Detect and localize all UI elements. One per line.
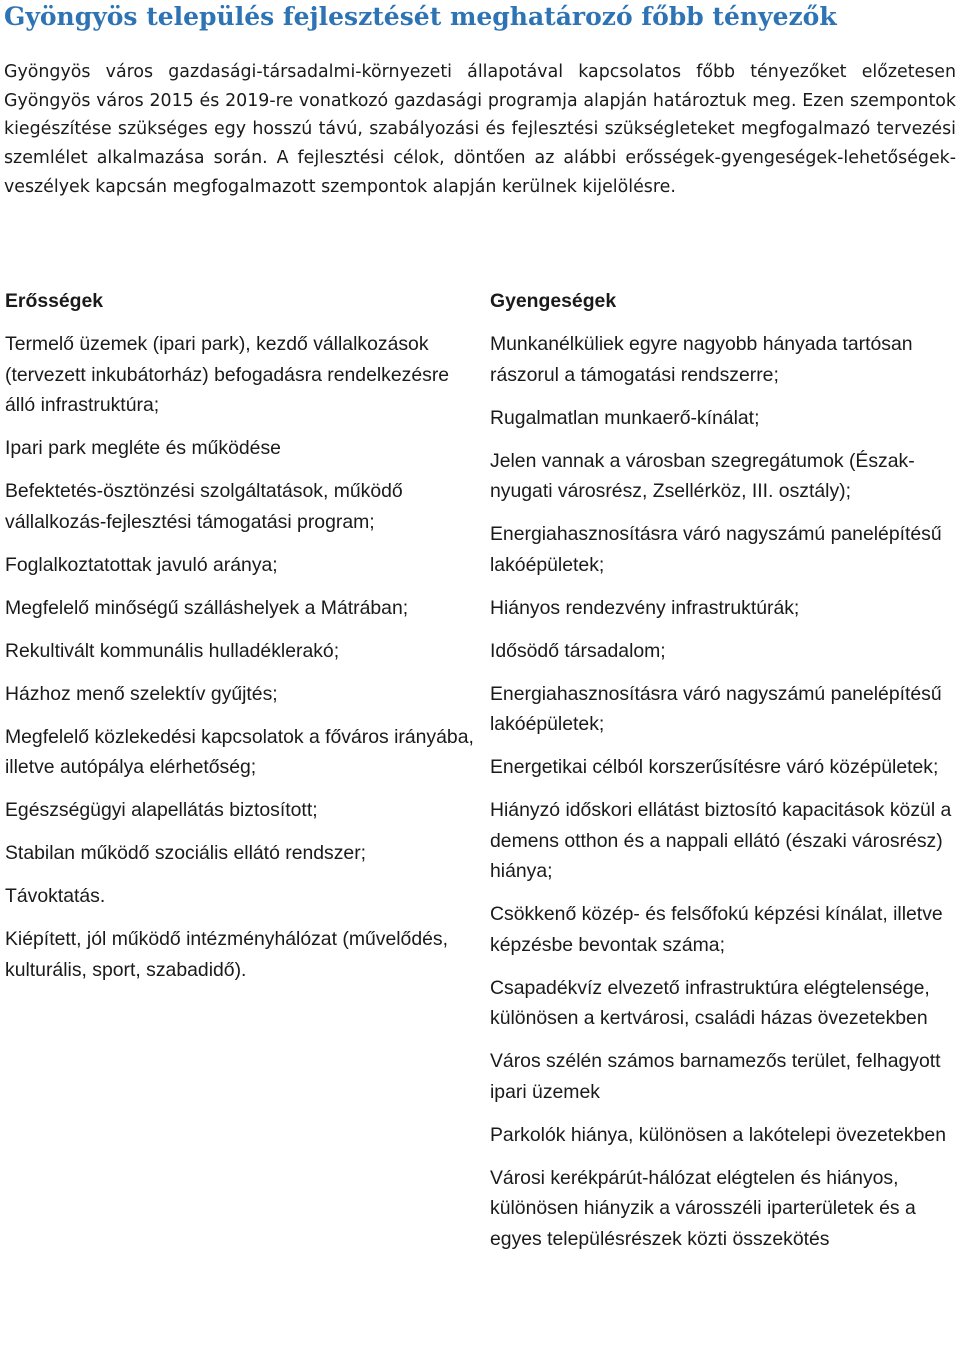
strength-item: Stabilan működő szociális ellátó rendszer; — [5, 842, 367, 864]
strengths-column — [5, 286, 475, 998]
strength-item: Foglalkoztatottak javuló aránya; — [5, 553, 278, 576]
weaknesses-heading: Gyengeségek — [490, 290, 617, 312]
strength-item: Rekultivált kommunális hulladéklerakó; — [5, 639, 340, 662]
weakness-item: Város szélén számos barnamezős terület, felhagyott ipari üzemek — [490, 1050, 941, 1103]
weakness-item: Rugalmatlan munkaerő-kínálat; — [490, 406, 760, 429]
weakness-item: Csökkenő közép- és felsőfokú képzési kínálat, illetve képzésbe bevontak száma; — [490, 903, 943, 956]
weakness-item: Energiahasznosításra váró nagyszámú panelépítésű lakóépületek; — [490, 523, 942, 576]
strength-item: Termelő üzemek (ipari park), kezdő vállalkozások (tervezett inkubátorház) befogadásra rendelkezésre álló infrastruktúra; — [5, 333, 450, 416]
weakness-item: Munkanélküliek egyre nagyobb hányada tartósan rászorul a támogatási rendszerre; — [490, 333, 913, 386]
strengths-heading: Erősségek — [5, 290, 104, 312]
strength-item: Megfelelő minőségű szálláshelyek a Mátrában; — [5, 596, 409, 619]
strength-item: Házhoz menő szelektív gyűjtés; — [5, 682, 278, 705]
strength-item: Ipari park megléte és működése — [5, 437, 281, 459]
strength-item: Befektetés-ösztönzési szolgáltatások, működő vállalkozás-fejlesztési támogatási program; — [5, 480, 403, 533]
weakness-item: Városi kerékpárút-hálózat elégtelen és hiányos, különösen hiányzik a városszéli iparterületek és a egyes településrészek közti összekötés — [490, 1166, 916, 1250]
weakness-item: Energetikai célból korszerűsítésre váró középületek; — [490, 756, 939, 778]
weaknesses-list — [490, 329, 956, 1254]
weakness-item: Jelen vannak a városban szegregátumok (Észak-nyugati városrész, Zsellérköz, III. osztály); — [490, 449, 915, 502]
weakness-item: Parkolók hiánya, különösen a lakótelepi övezetekben — [490, 1123, 946, 1146]
weakness-item: Idősödő társadalom; — [490, 639, 666, 662]
strength-item: Kiépített, jól működő intézményhálózat (művelődés, kulturális, sport, szabadidő). — [5, 928, 448, 981]
strength-item: Megfelelő közlekedési kapcsolatok a főváros irányába, illetve autópálya elérhetőség; — [5, 725, 474, 778]
weaknesses-column — [490, 286, 956, 1267]
weakness-item: Csapadékvíz elvezető infrastruktúra elégtelensége, különösen a kertvárosi, családi házas övezetekben — [490, 976, 930, 1029]
page-title: Gyöngyös település fejlesztését meghatározó főbb tényezők — [4, 2, 837, 31]
weakness-item: Hiányzó időskori ellátást biztosító kapacitások közül a demens otthon és a nappali ellátó (északi városrész) hiánya; — [490, 799, 952, 882]
weakness-item: Hiányos rendezvény infrastruktúrák; — [490, 596, 800, 619]
strength-item: Egészségügyi alapellátás biztosított; — [5, 799, 318, 821]
strength-item: Távoktatás. — [5, 885, 106, 907]
strengths-list — [5, 329, 475, 985]
intro-paragraph: Gyöngyös város gazdasági-társadalmi-környezeti állapotával kapcsolatos főbb tényezőket előzetesen Gyöngyös város 2015 és 2019-re vonatkozó gazdasági programja alapján határoztuk meg. Ezen szempontok kiegészítése szükséges egy hosszú távú, szabályozási és fejlesztési szükségleteket megfogalmazó tervezési szemlélet alkalmazása során. A fejlesztési célok, döntően az alábbi erősségek-gyengeségek-lehetőségek-veszélyek kapcsán megfogalmazott szempontok alapján kerülnek kijelölésre. — [4, 62, 956, 197]
weakness-item: Energiahasznosításra váró nagyszámú panelépítésű lakóépületek; — [490, 682, 942, 735]
